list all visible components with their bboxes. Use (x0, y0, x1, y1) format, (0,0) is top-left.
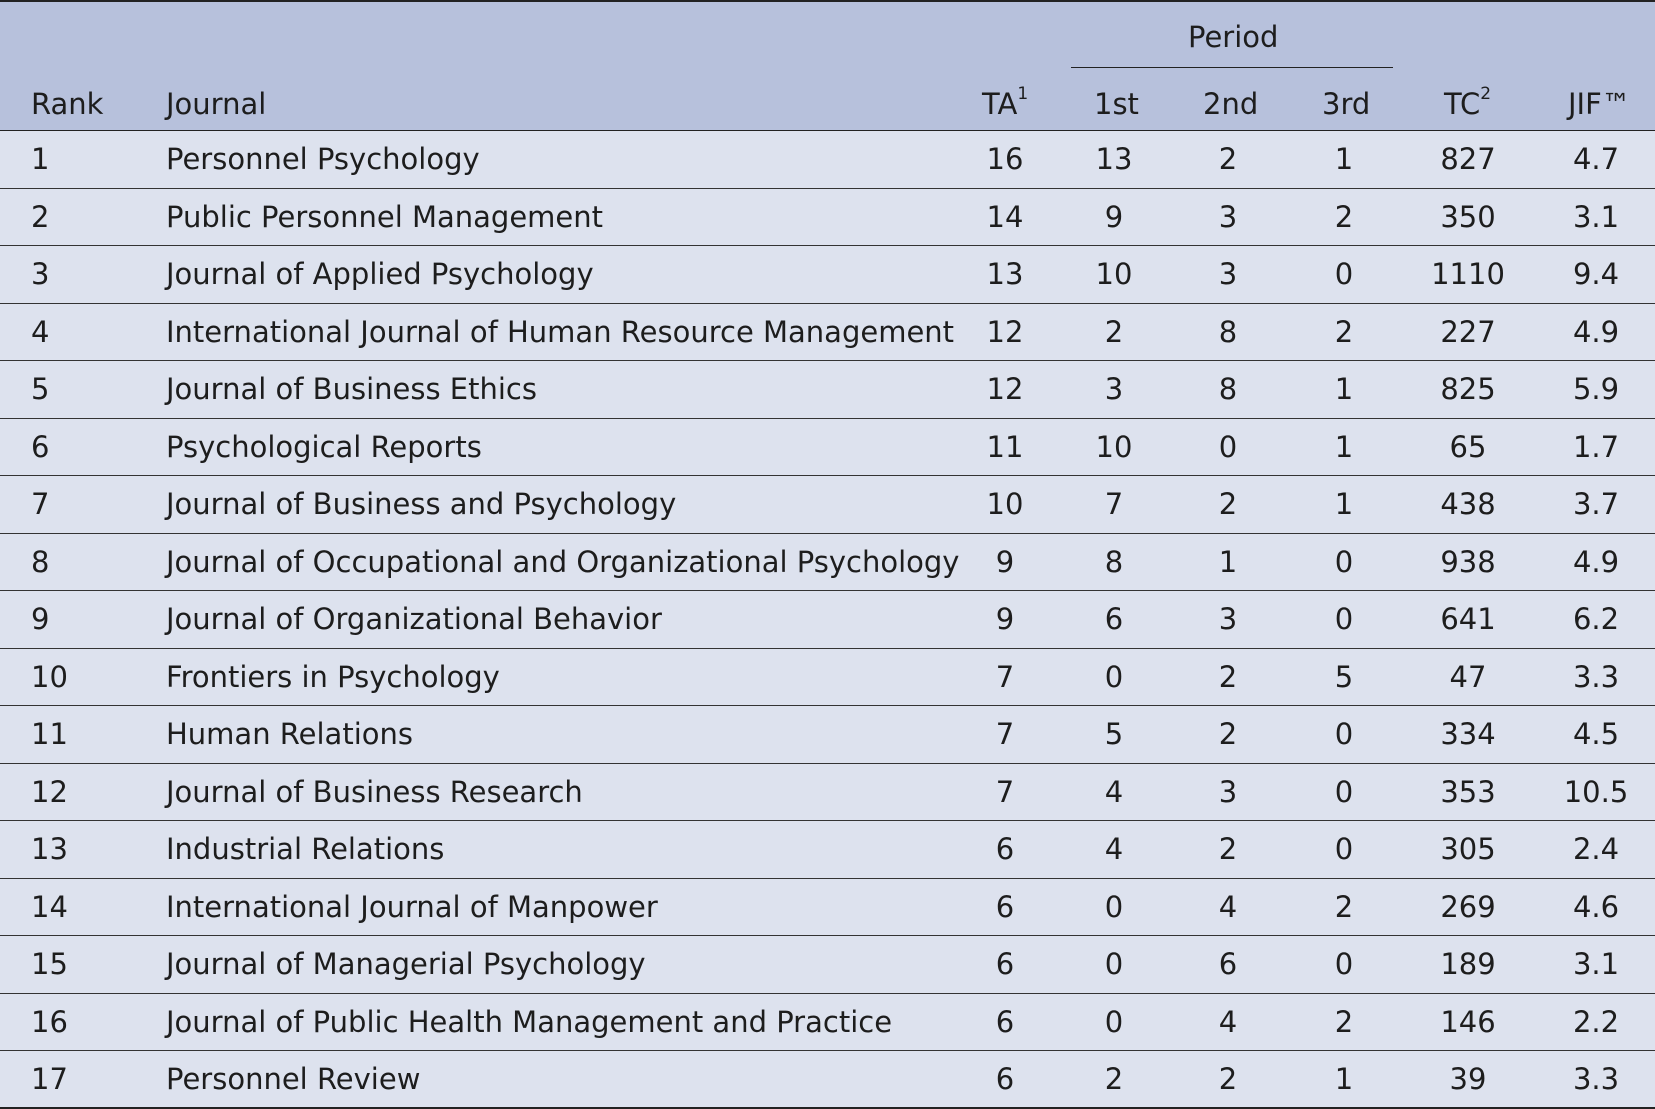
ta-footnote-marker: 1 (1017, 84, 1029, 105)
period-3rd-cell: 0 (1334, 774, 1354, 809)
ta-cell: 6 (995, 1061, 1015, 1096)
jif-cell: 4.5 (1572, 717, 1620, 752)
period-2nd-cell: 4 (1218, 1004, 1238, 1039)
jif-cell: 9.4 (1572, 257, 1620, 292)
period-1st-cell: 0 (1104, 889, 1124, 924)
period-2nd-cell: 2 (1218, 487, 1238, 522)
period-1st-cell: 6 (1104, 602, 1124, 637)
jif-cell: 3.3 (1572, 659, 1620, 694)
journal-cell: Journal of Occupational and Organizational Psychology (166, 544, 960, 579)
period-2nd-cell: 2 (1218, 717, 1238, 752)
journal-cell: Frontiers in Psychology (166, 659, 500, 694)
period-1st-cell: 4 (1104, 774, 1124, 809)
tc-cell: 269 (1440, 889, 1496, 924)
period-1st-cell: 10 (1095, 429, 1133, 464)
rank-cell: 15 (31, 947, 68, 982)
period-3rd-cell: 1 (1334, 429, 1354, 464)
table-row (0, 131, 1655, 189)
table-row (0, 419, 1655, 477)
jif-cell: 5.9 (1572, 372, 1620, 407)
rank-cell: 5 (31, 372, 50, 407)
tc-cell: 39 (1449, 1061, 1487, 1096)
jif-cell: 3.7 (1572, 487, 1620, 522)
ta-cell: 7 (995, 659, 1015, 694)
ta-cell: 11 (986, 429, 1024, 464)
period-divider (1071, 67, 1393, 68)
period-1st-cell: 2 (1104, 1061, 1124, 1096)
ta-cell: 7 (995, 717, 1015, 752)
period-2nd-cell: 6 (1218, 947, 1238, 982)
journal-cell: Human Relations (166, 717, 413, 752)
period-3rd-cell: 5 (1334, 659, 1354, 694)
period-2nd-cell: 2 (1218, 1061, 1238, 1096)
period-3rd-cell: 1 (1334, 372, 1354, 407)
period-1st-cell: 13 (1095, 142, 1133, 177)
table-row (0, 649, 1655, 707)
period-3rd-cell: 1 (1334, 142, 1354, 177)
table-body (0, 131, 1655, 1109)
period-1st-cell: 4 (1104, 832, 1124, 867)
period-1st-cell: 7 (1104, 487, 1124, 522)
journal-cell: Journal of Business Research (166, 774, 583, 809)
rank-cell: 13 (31, 832, 68, 867)
period-1st-cell: 9 (1104, 199, 1124, 234)
period-1st-header: 1st (1094, 87, 1139, 121)
tc-cell: 334 (1440, 717, 1496, 752)
journal-header: Journal (166, 87, 267, 121)
rank-cell: 17 (31, 1061, 68, 1096)
rank-cell: 6 (31, 429, 50, 464)
period-2nd-cell: 4 (1218, 889, 1238, 924)
period-3rd-cell: 0 (1334, 602, 1354, 637)
period-3rd-cell: 2 (1334, 199, 1354, 234)
table-row (0, 879, 1655, 937)
ta-cell: 16 (986, 142, 1024, 177)
table-row (0, 994, 1655, 1052)
jif-cell: 6.2 (1572, 602, 1620, 637)
rank-cell: 1 (31, 142, 50, 177)
ta-cell: 7 (995, 774, 1015, 809)
table-row (0, 591, 1655, 649)
tc-cell: 438 (1440, 487, 1496, 522)
rank-cell: 12 (31, 774, 68, 809)
rank-cell: 9 (31, 602, 50, 637)
period-3rd-cell: 2 (1334, 314, 1354, 349)
period-1st-cell: 0 (1104, 659, 1124, 694)
ta-cell: 6 (995, 832, 1015, 867)
rank-header: Rank (31, 87, 104, 121)
period-3rd-cell: 0 (1334, 832, 1354, 867)
period-2nd-cell: 2 (1218, 659, 1238, 694)
table-row (0, 1051, 1655, 1109)
rank-cell: 14 (31, 889, 68, 924)
tc-cell: 146 (1440, 1004, 1496, 1039)
period-2nd-cell: 2 (1218, 142, 1238, 177)
jif-cell: 4.7 (1572, 142, 1620, 177)
table-row (0, 764, 1655, 822)
period-2nd-header: 2nd (1203, 87, 1259, 121)
table-row (0, 936, 1655, 994)
period-1st-cell: 2 (1104, 314, 1124, 349)
rank-cell: 4 (31, 314, 50, 349)
table-row (0, 534, 1655, 592)
tc-cell: 305 (1440, 832, 1496, 867)
table-row (0, 304, 1655, 362)
journal-cell: Public Personnel Management (166, 199, 604, 234)
journal-cell: Personnel Psychology (166, 142, 480, 177)
ta-cell: 10 (986, 487, 1024, 522)
table-row (0, 246, 1655, 304)
tc-header-label: TC (1444, 87, 1481, 121)
jif-cell: 3.3 (1572, 1061, 1620, 1096)
period-2nd-cell: 8 (1218, 314, 1238, 349)
table-row (0, 476, 1655, 534)
tc-cell: 1110 (1431, 257, 1505, 292)
jif-cell: 2.2 (1572, 1004, 1620, 1039)
ta-cell: 9 (995, 544, 1015, 579)
ta-header (982, 84, 1029, 121)
ta-cell: 14 (986, 199, 1024, 234)
period-1st-cell: 10 (1095, 257, 1133, 292)
period-2nd-cell: 8 (1218, 372, 1238, 407)
tc-cell: 641 (1440, 602, 1496, 637)
period-2nd-cell: 3 (1218, 602, 1238, 637)
ta-cell: 12 (986, 314, 1024, 349)
rank-cell: 7 (31, 487, 50, 522)
tc-cell: 825 (1440, 372, 1496, 407)
table-header (0, 0, 1655, 131)
period-3rd-cell: 2 (1334, 889, 1354, 924)
tc-footnote-marker: 2 (1480, 84, 1492, 105)
rank-cell: 16 (31, 1004, 68, 1039)
tc-cell: 65 (1449, 429, 1487, 464)
table-row (0, 189, 1655, 247)
ta-header-label: TA (982, 87, 1018, 121)
ta-cell: 12 (986, 372, 1024, 407)
period-1st-cell: 0 (1104, 947, 1124, 982)
tc-cell: 227 (1440, 314, 1496, 349)
journal-cell: Journal of Business and Psychology (166, 487, 677, 522)
period-3rd-cell: 0 (1334, 717, 1354, 752)
period-3rd-cell: 0 (1334, 257, 1354, 292)
journal-cell: Industrial Relations (166, 832, 445, 867)
tc-cell: 47 (1449, 659, 1487, 694)
period-1st-cell: 3 (1104, 372, 1124, 407)
ta-cell: 6 (995, 889, 1015, 924)
jif-cell: 3.1 (1572, 947, 1620, 982)
journal-cell: International Journal of Human Resource Management (166, 314, 955, 349)
rank-cell: 3 (31, 257, 50, 292)
ta-cell: 9 (995, 602, 1015, 637)
table-row (0, 821, 1655, 879)
jif-cell: 4.9 (1572, 544, 1620, 579)
jif-cell: 10.5 (1563, 774, 1629, 809)
journal-cell: Journal of Business Ethics (166, 372, 537, 407)
ta-cell: 13 (986, 257, 1024, 292)
period-1st-cell: 0 (1104, 1004, 1124, 1039)
jif-cell: 1.7 (1572, 429, 1620, 464)
table-row (0, 706, 1655, 764)
jif-cell: 2.4 (1572, 832, 1620, 867)
period-3rd-header: 3rd (1322, 87, 1371, 121)
rank-cell: 11 (31, 717, 68, 752)
journal-cell: Journal of Managerial Psychology (166, 947, 646, 982)
period-3rd-cell: 1 (1334, 1061, 1354, 1096)
period-2nd-cell: 3 (1218, 774, 1238, 809)
rank-cell: 8 (31, 544, 50, 579)
jif-cell: 4.6 (1572, 889, 1620, 924)
jif-header: JIF™ (1568, 87, 1631, 121)
journal-cell: Journal of Applied Psychology (166, 257, 594, 292)
rank-cell: 10 (31, 659, 68, 694)
period-2nd-cell: 0 (1218, 429, 1238, 464)
period-3rd-cell: 0 (1334, 544, 1354, 579)
period-3rd-cell: 1 (1334, 487, 1354, 522)
tc-cell: 189 (1440, 947, 1496, 982)
period-header: Period (1188, 20, 1279, 54)
journal-cell: International Journal of Manpower (166, 889, 658, 924)
tc-cell: 827 (1440, 142, 1496, 177)
period-2nd-cell: 1 (1218, 544, 1238, 579)
journal-cell: Psychological Reports (166, 429, 482, 464)
rank-cell: 2 (31, 199, 50, 234)
period-1st-cell: 8 (1104, 544, 1124, 579)
ta-cell: 6 (995, 947, 1015, 982)
period-3rd-cell: 2 (1334, 1004, 1354, 1039)
period-2nd-cell: 3 (1218, 199, 1238, 234)
tc-cell: 938 (1440, 544, 1496, 579)
jif-cell: 3.1 (1572, 199, 1620, 234)
period-2nd-cell: 2 (1218, 832, 1238, 867)
period-1st-cell: 5 (1104, 717, 1124, 752)
journal-cell: Journal of Organizational Behavior (166, 602, 662, 637)
journal-cell: Personnel Review (166, 1061, 421, 1096)
tc-header (1444, 84, 1492, 121)
period-3rd-cell: 0 (1334, 947, 1354, 982)
journal-cell: Journal of Public Health Management and Practice (166, 1004, 893, 1039)
tc-cell: 350 (1440, 199, 1496, 234)
table-row (0, 361, 1655, 419)
tc-cell: 353 (1440, 774, 1496, 809)
ta-cell: 6 (995, 1004, 1015, 1039)
period-2nd-cell: 3 (1218, 257, 1238, 292)
jif-cell: 4.9 (1572, 314, 1620, 349)
